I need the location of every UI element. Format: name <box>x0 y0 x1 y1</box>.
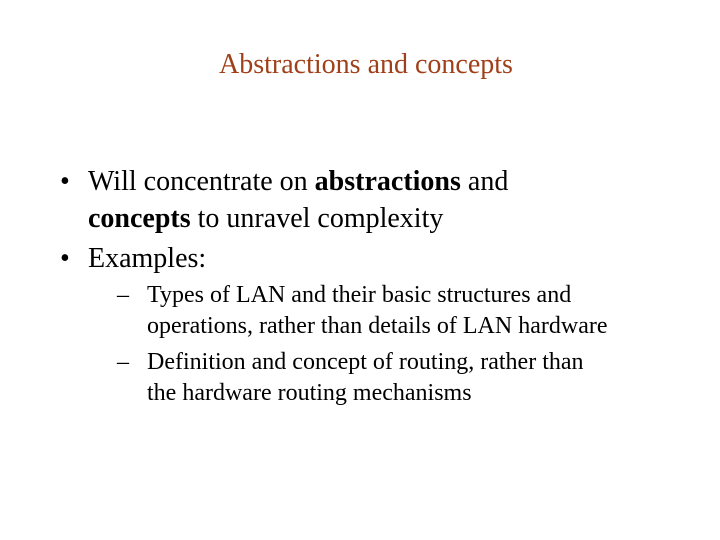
bullet-text <box>88 166 508 234</box>
sub-bullet-item <box>88 280 700 342</box>
sub-bullet-line: operations, rather than details of LAN hardware <box>147 313 608 339</box>
slide-title: Abstractions and concepts <box>219 49 513 80</box>
sub-bullet-line: Definition and concept of routing, rather than <box>147 349 584 375</box>
dash-marker: – <box>117 349 129 375</box>
bullet-marker: • <box>60 166 70 197</box>
bullet-marker: • <box>60 243 70 274</box>
sub-bullet-item <box>88 347 700 409</box>
bullet-list <box>60 163 700 414</box>
sub-bullet-line: Types of LAN and their basic structures and <box>147 282 572 308</box>
bullet-item <box>60 240 700 409</box>
bullet-item <box>60 163 700 237</box>
sub-bullet-line: the hardware routing mechanisms <box>147 380 472 406</box>
dash-marker: – <box>117 282 129 308</box>
bullet-text-part: to unravel complexity <box>190 203 444 234</box>
bold-term-concepts: concepts <box>88 203 191 234</box>
sub-bullet-list <box>88 280 700 409</box>
bullet-text: Examples: <box>88 243 207 274</box>
bullet-text-part: and <box>460 166 509 197</box>
bullet-text-part: Will concentrate on <box>88 166 315 197</box>
bold-term-abstractions: abstractions <box>314 166 461 197</box>
